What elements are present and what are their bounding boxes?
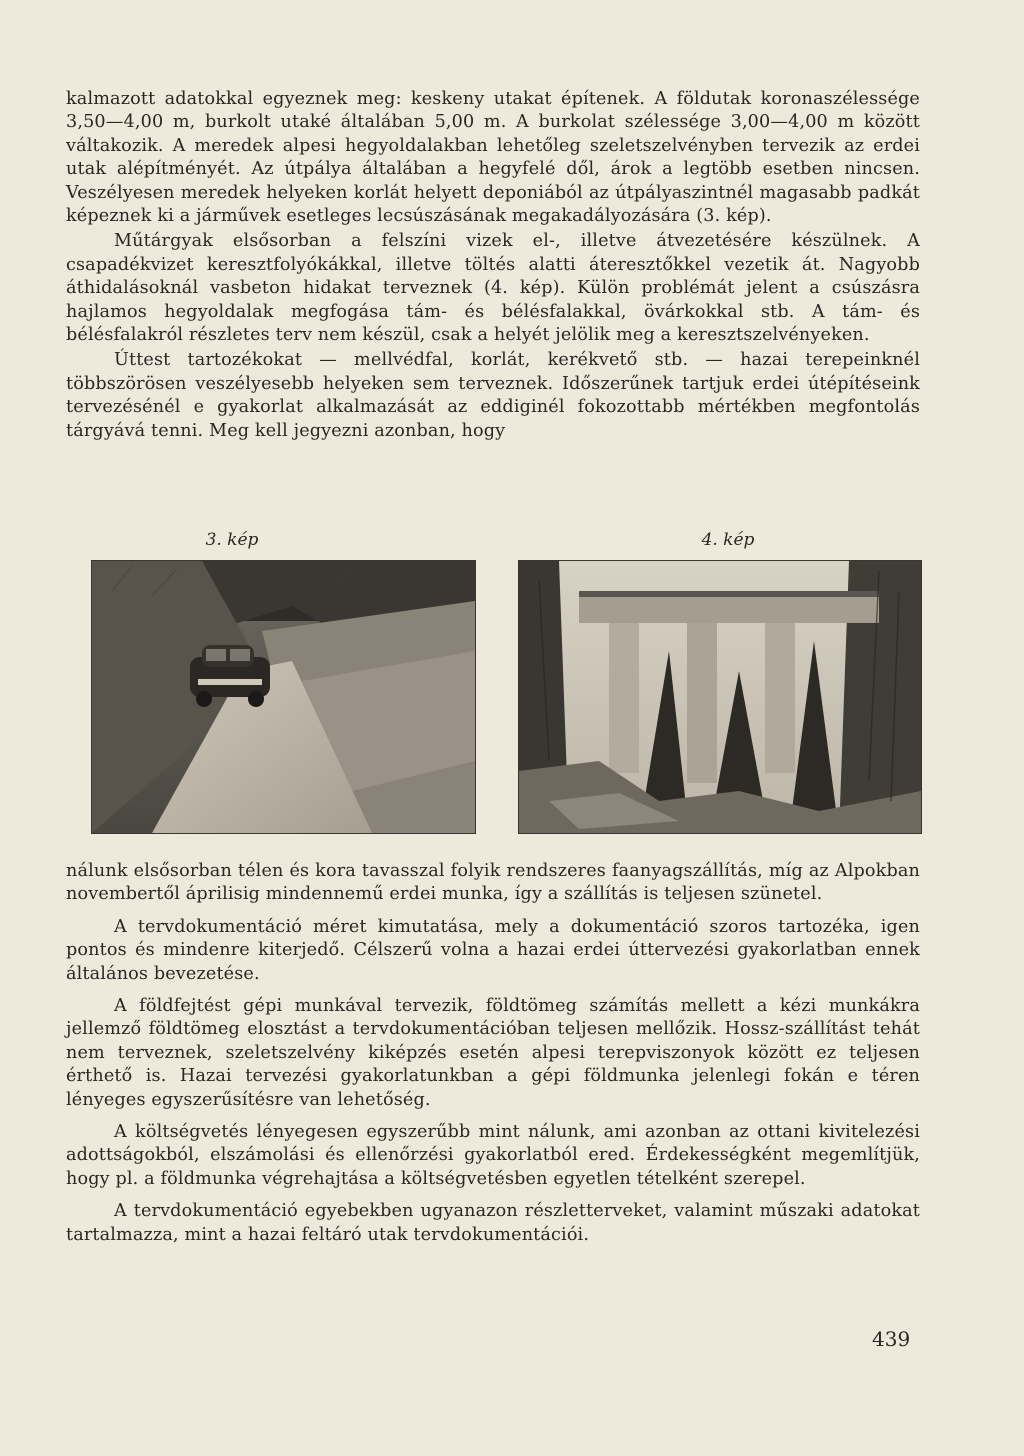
paragraph: A tervdokumentáció méret kimutatása, mely a dokumentáció szoros tartozéka, igen pontos és mindenre kiterjedő. Célszerű volna a hazai erdei úttervezési gyakorlatban ennek általános bevezetése. [66,916,920,984]
figure-4-caption: 4. kép [701,530,755,550]
paragraph: Úttest tartozékokat — mellvédfal, korlát, kerékvető stb. — hazai terepeinknél többszörösen veszélyesebb helyeken sem terveznek. Időszerűnek tartjuk erdei útépítéseink tervezésénél e gyakorlat alkalmazását az eddiginél fokozottabb mértékben megfontolás tárgyává tenni. Meg kell jegyezni azonban, hogy [66,350,920,441]
paragraph: A tervdokumentáció egyebekben ugyanazon részletterveket, valamint műszaki adatokat tartalmazza, mint a hazai feltáró utak tervdokumentációi. [66,1201,920,1245]
page-number: 439 [872,1327,911,1351]
paragraph: nálunk elsősorban télen és kora tavasszal folyik rendszeres faanyagszállítás, míg az Alpokban novembertől áprilisig mindennemű erdei munka, így a szállítás is teljesen szünetel. [66,861,920,905]
paragraph: A költségvetés lényegesen egyszerűbb mint nálunk, ami azonban az ottani kivitelezési adottságokból, elszámolási és ellenőrzési gyakorlatból ered. Érdekességként megemlítjük, hogy pl. a földmunka végrehajtása a költségvetésben egyetlen tételként szerepel. [66,1122,920,1189]
figure-4-photo [518,560,922,834]
text-block-bottom [66,860,920,1247]
paragraph: kalmazott adatokkal egyeznek meg: keskeny utakat építenek. A földutak koronaszélessége 3,50—4,00 m, burkolt utaké általában 5,00 m. A burkolat szélessége 3,00—4,00 m között váltakozik. A meredek alpesi hegyoldalakban lehetőleg szeletszelvényben tervezik az erdei utak alépítményét. Az útpálya általában a hegyfelé dől, árok a legtöbb esetben nincsen. Veszélyesen meredek helyeken korlát helyett deponiából az útpályaszintnél magasabb padkát képeznek ki a járművek esetleges lecsúszásának megakadályozására (3. kép). [66,89,920,227]
figure-3-photo [91,560,476,834]
figure-3-caption: 3. kép [205,530,259,550]
text-block-top [66,88,920,443]
paragraph: A földfejtést gépi munkával tervezik, földtömeg számítás mellett a kézi munkákra jellemző földtömeg elosztást a tervdokumentációban teljesen mellőzik. Hossz-szállítást tehát nem terveznek, szeletszelvény kiképzés esetén alpesi terepviszonyok között ez teljesen érthető is. Hazai tervezési gyakorlatunkban a gépi földmunka jelenlegi fokán e téren lényeges egyszerűsítésre van lehetőség. [66,996,920,1110]
paragraph: Műtárgyak elsősorban a felszíni vizek el-, illetve átvezetésére készülnek. A csapadékvizet keresztfolyókákkal, illetve töltés alatti áteresztőkkel vezetik át. Nagyobb áthidalásoknál vasbeton hidakat terveznek (4. kép). Külön problémát jelent a csúszásra hajlamos hegyoldalak megfogása tám- és bélésfalakkal, övárkokkal stb. A tám- és bélésfalakról részletes terv nem készül, csak a helyét jelölik meg a keresztszelvényeken. [66,231,920,346]
